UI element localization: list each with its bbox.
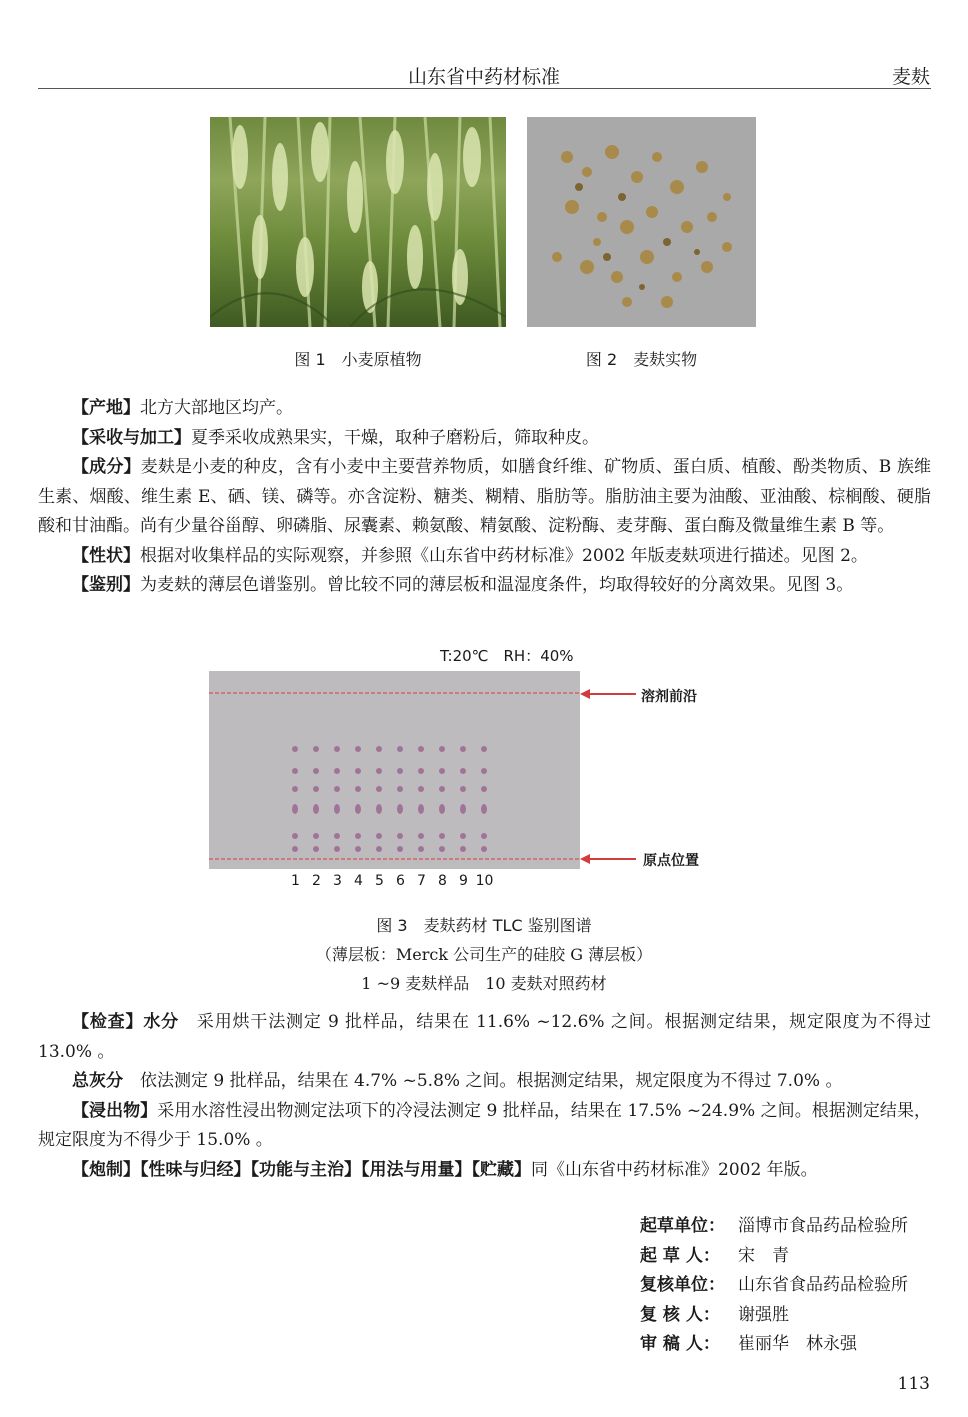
tlc-spot: [397, 833, 403, 839]
header-divider: [38, 88, 931, 89]
lane-label: 1: [291, 873, 300, 889]
tlc-spot: [397, 746, 403, 752]
tlc-spot: [334, 746, 340, 752]
figure-2-caption: 图 2 麦麸实物: [585, 350, 698, 369]
tlc-spot: [313, 786, 319, 792]
tlc-spot: [355, 804, 361, 814]
tlc-spot: [292, 846, 298, 852]
tlc-spot: [481, 833, 487, 839]
signature-row: 起 草 人： 宋 青: [640, 1245, 789, 1266]
tlc-spot: [460, 846, 466, 852]
tlc-spot: [481, 804, 487, 814]
tlc-spot: [376, 846, 382, 852]
tlc-spot: [334, 786, 340, 792]
signature-row: 审 稿 人： 崔丽华 林永强: [640, 1334, 857, 1354]
section-composition: 【成分】麦麸是小麦的种皮，含有小麦中主要营养物质，如膳食纤维、矿物质、蛋白质、植酸、酚类物质、B 族维生素、烟酸、维生素 E、硒、镁、磷等。亦含淀粉、糖类、糊精、脂肪等。脂肪油主要为油酸、亚油酸、棕榈酸、硬脂酸和甘油酯。尚有少量谷甾醇、卵磷脂、尿囊素、赖氨酸、精氨酸、淀粉酶、麦芽酶、蛋白酶及微量维生素 B 等。: [38, 457, 931, 536]
tlc-spot: [460, 768, 466, 774]
section-others: 【炮制】【性味与归经】【功能与主治】【用法与用量】【贮藏】同《山东省中药材标准》2002 年版。: [72, 1159, 818, 1180]
lane-label: 8: [438, 873, 447, 889]
tlc-spot: [481, 746, 487, 752]
tlc-spot: [376, 786, 382, 792]
tlc-spot: [418, 833, 424, 839]
lane-label: 5: [375, 873, 384, 889]
tlc-plate: [209, 671, 580, 869]
tlc-spot: [292, 786, 298, 792]
tlc-spot: [418, 786, 424, 792]
tlc-spot: [439, 846, 445, 852]
tlc-spot: [439, 804, 445, 814]
page-number: 113: [897, 1374, 930, 1394]
tlc-spot: [355, 833, 361, 839]
section-origin: 【产地】北方大部地区均产。: [72, 398, 293, 418]
tlc-spot: [313, 804, 319, 814]
tlc-spot: [292, 804, 298, 814]
signature-row: 复 核 人： 谢强胜: [640, 1304, 789, 1325]
tlc-spot: [313, 768, 319, 774]
tlc-spot: [292, 746, 298, 752]
tlc-spot: [418, 746, 424, 752]
tlc-spot: [313, 746, 319, 752]
tlc-spot: [334, 768, 340, 774]
tlc-spot: [439, 786, 445, 792]
tlc-spot: [460, 804, 466, 814]
tlc-spot: [313, 833, 319, 839]
lane-label: 4: [354, 873, 363, 889]
tlc-spot: [334, 833, 340, 839]
tlc-spot: [355, 768, 361, 774]
origin-position-label: 原点位置: [643, 853, 699, 869]
figure-3-sample-note: 1 ~9 麦麸样品 10 麦麸对照药材: [361, 974, 607, 993]
tlc-spot: [292, 833, 298, 839]
tlc-spot: [418, 768, 424, 774]
tlc-spot: [481, 786, 487, 792]
tlc-spot: [355, 786, 361, 792]
wheat-plant-photo: [210, 117, 506, 327]
signature-block: [640, 1212, 908, 1360]
lane-label: 2: [312, 873, 321, 889]
tlc-spot: [439, 746, 445, 752]
tlc-spot: [334, 804, 340, 814]
tlc-spot: [418, 804, 424, 814]
tlc-spot: [334, 846, 340, 852]
section-total-ash: 总灰分 依法测定 9 批样品，结果在 4.7% ~5.8% 之间。根据测定结果，规定限度为不得过 7.0% 。: [72, 1071, 843, 1091]
tlc-conditions: T:20℃ RH：40%: [440, 647, 574, 665]
body-sections-top: [38, 394, 931, 601]
lane-label: 7: [417, 873, 426, 889]
tlc-spot: [418, 846, 424, 852]
tlc-spot: [376, 746, 382, 752]
lane-label: 6: [396, 873, 405, 889]
section-identification: 【鉴别】为麦麸的薄层色谱鉴别。曾比较不同的薄层板和温湿度条件，均取得较好的分离效果。见图 3。: [72, 575, 854, 595]
tlc-spot: [376, 804, 382, 814]
tlc-spot: [481, 768, 487, 774]
section-extract: 【浸出物】采用水溶性浸出物测定法项下的冷浸法测定 9 批样品，结果在 17.5% ~24.9% 之间。根据测定结果，规定限度为不得少于 15.0% 。: [38, 1100, 932, 1150]
running-header-title: 山东省中药材标准: [407, 66, 560, 88]
figure-3-plate-note: （薄层板：Merck 公司生产的硅胶 G 薄层板）: [315, 945, 653, 964]
wheat-bran-photo: [527, 117, 756, 327]
tlc-spot: [460, 786, 466, 792]
body-sections-bottom: [38, 1008, 931, 1185]
tlc-spot: [439, 768, 445, 774]
tlc-spot: [460, 833, 466, 839]
figure-3-caption: 图 3 麦麸药材 TLC 鉴别图谱: [376, 916, 592, 935]
tlc-spot: [439, 833, 445, 839]
tlc-spot: [460, 746, 466, 752]
signature-row: 起草单位： 淄博市食品药品检验所: [640, 1216, 908, 1236]
solvent-front-label: 溶剂前沿: [641, 689, 697, 705]
tlc-spot: [376, 833, 382, 839]
lane-label: 9: [459, 873, 468, 889]
tlc-spot: [313, 846, 319, 852]
solvent-front-arrow: [580, 684, 640, 704]
tlc-spot: [355, 846, 361, 852]
tlc-spot: [355, 746, 361, 752]
lane-label: 10: [475, 873, 494, 889]
section-properties: 【性状】根据对收集样品的实际观察，并参照《山东省中药材标准》2002 年版麦麸项进行描述。见图 2。: [72, 545, 868, 566]
running-header-section: 麦麸: [891, 66, 930, 88]
tlc-spot: [376, 768, 382, 774]
tlc-spot: [397, 768, 403, 774]
lane-numbers: [285, 873, 495, 889]
signature-row: 复核单位： 山东省食品药品检验所: [640, 1275, 908, 1295]
lane-label: 3: [333, 873, 342, 889]
tlc-spot: [397, 846, 403, 852]
tlc-spot: [481, 846, 487, 852]
section-harvest: 【采收与加工】夏季采收成熟果实，干燥，取种子磨粉后，筛取种皮。: [72, 427, 599, 448]
section-moisture: 【检查】水分 采用烘干法测定 9 批样品，结果在 11.6% ~12.6% 之间。根据测定结果，规定限度为不得过 13.0% 。: [38, 1012, 932, 1062]
figure-1-caption: 图 1 小麦原植物: [294, 350, 422, 369]
tlc-spot: [292, 768, 298, 774]
tlc-spot: [397, 786, 403, 792]
origin-arrow: [580, 849, 640, 869]
tlc-spot: [397, 804, 403, 814]
